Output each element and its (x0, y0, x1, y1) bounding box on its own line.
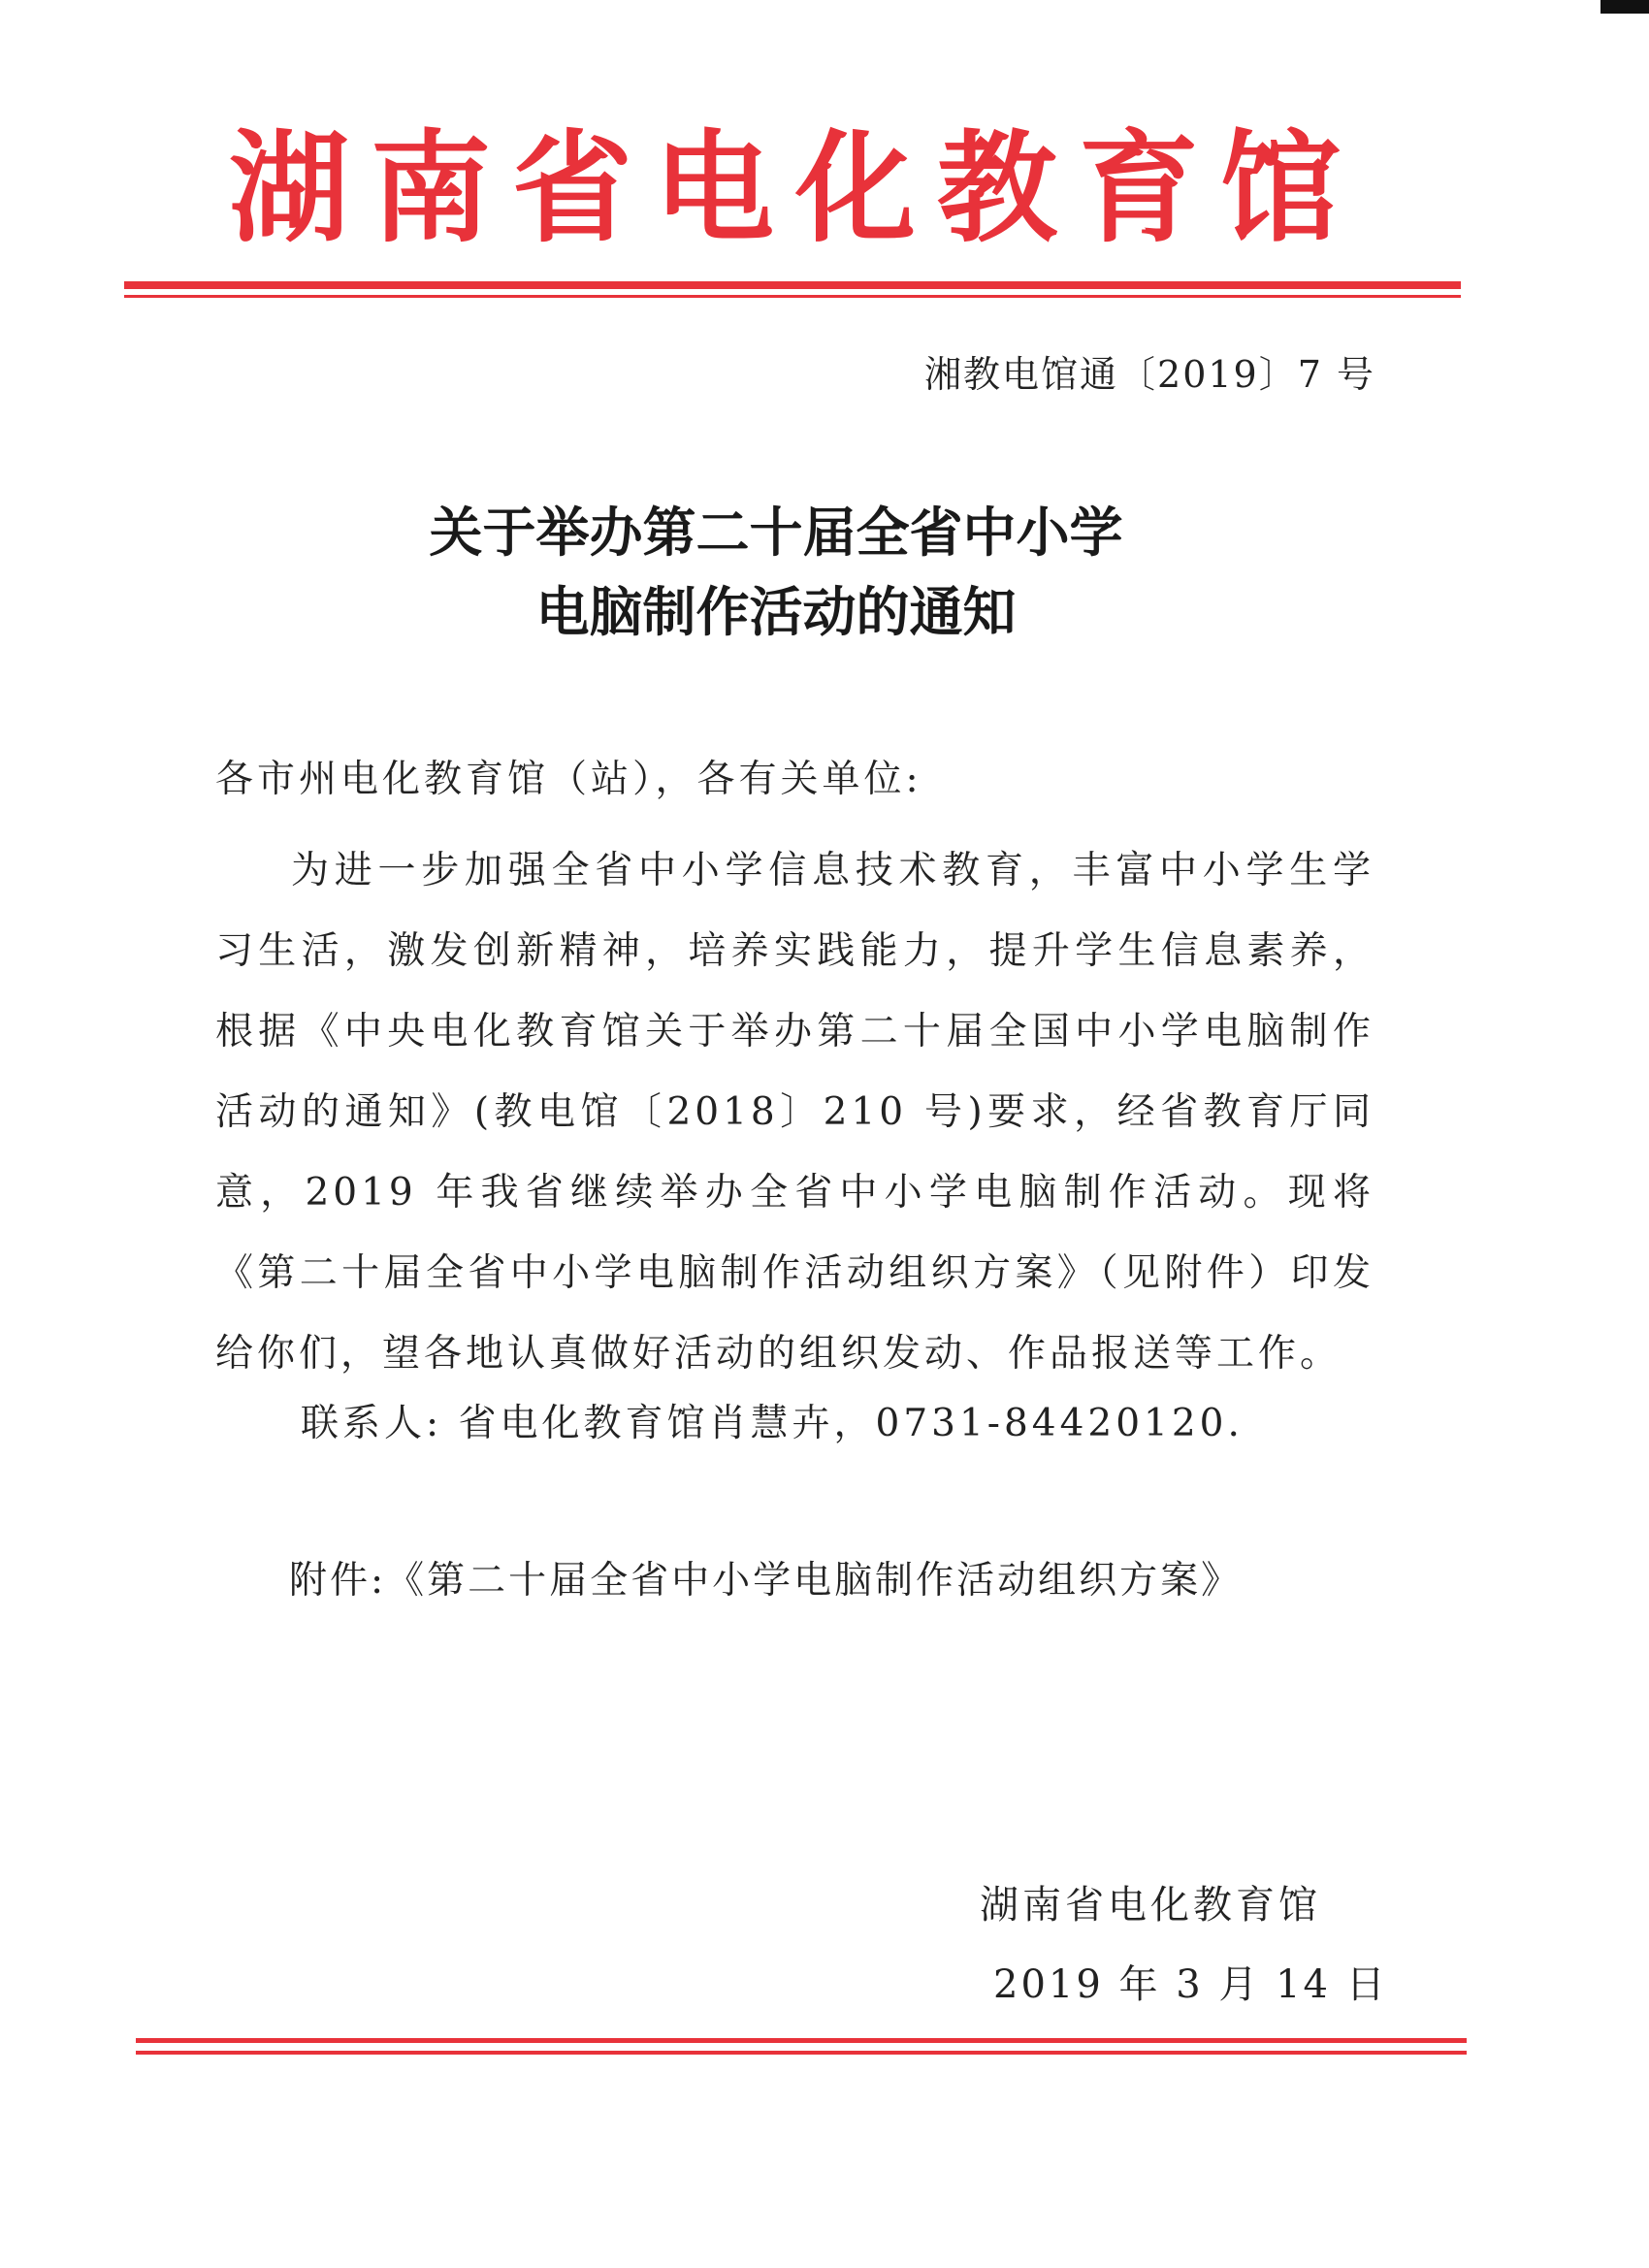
issue-date: 2019 年 3 月 14 日 (993, 1962, 1388, 2007)
footer-divider-thick-line (136, 2038, 1467, 2043)
divider-thick-line (124, 281, 1461, 289)
document-number: 湘教电馆通〔2019〕7 号 (924, 353, 1375, 396)
notice-title-line-1: 关于举办第二十届全省中小学 (429, 502, 1123, 564)
salutation: 各市州电化教育馆（站），各有关单位: (215, 758, 922, 801)
contact-line: 联系人: 省电化教育馆肖慧卉，0731-84420120. (301, 1402, 1244, 1445)
footer-divider-thin-line (136, 2051, 1467, 2055)
attachment-line: 附件:《第二十届全省中小学电脑制作活动组织方案》 (289, 1559, 1243, 1603)
notice-title-line-2: 电脑制作活动的通知 (535, 581, 1017, 643)
body-paragraph: 为进一步加强全省中小学信息技术教育，丰富中小学生学习生活，激发创新精神，培养实践能力，提升学生信息素养，根据《中央电化教育馆关于举办第二十届全国中小学电脑制作活动的通知》(教电馆〔2018〕210 号)要求，经省教育厅同意，2019 年我省继续举办全省中小学电脑制作活动。现将《第二十届全省中小学电脑制作活动组织方案》（见附件）印发给你们，望各地认真做好活动的组织发动、作品报送等工作。 (215, 849, 1374, 1376)
scan-corner-mark (1600, 0, 1649, 14)
letterhead-divider (124, 281, 1461, 298)
letterhead-title: 湖南省电化教育馆 (228, 119, 1362, 259)
footer-divider (136, 2038, 1467, 2055)
divider-thin-line (124, 295, 1461, 298)
issuing-organization: 湖南省电化教育馆 (980, 1883, 1321, 1928)
